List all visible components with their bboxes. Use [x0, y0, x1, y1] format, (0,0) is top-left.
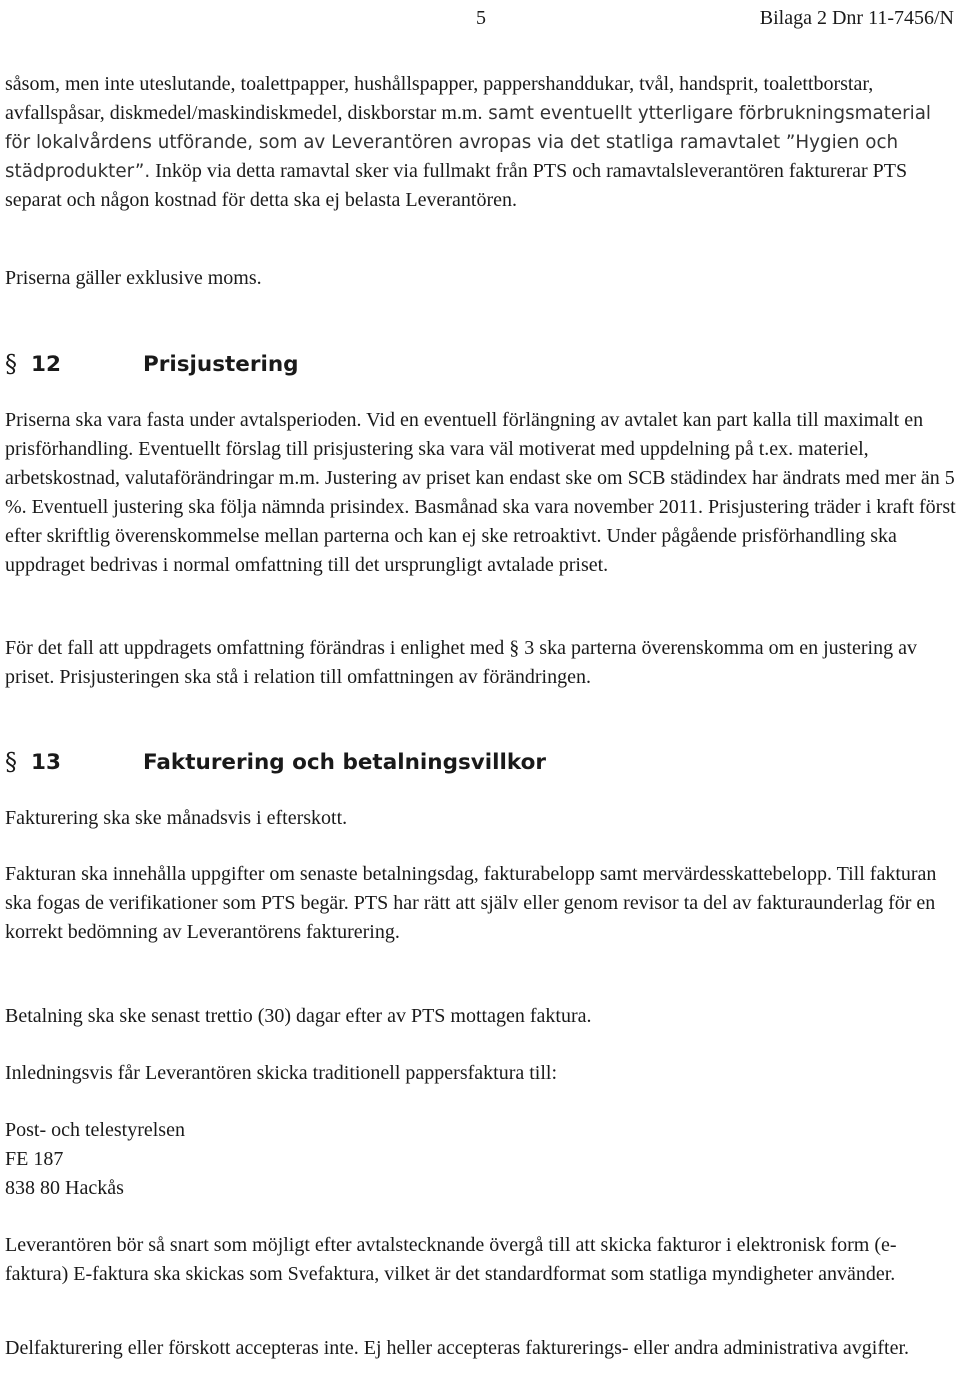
address-line-1: Post- och telestyrelsen [5, 1119, 185, 1141]
document-reference: Bilaga 2 Dnr 11-7456/N [759, 7, 954, 29]
section-12-paragraph-1: Priserna ska vara fasta under avtalsperioden. Vid en eventuell förlängning av avtalet kan part kalla till maximalt en prisförhandling. Eventuellt förslag till prisjustering ska vara väl motiverat med uppdelning på t.ex. materiel, arbetskostnad, valutaförändringar m.m. Justering av priset kan endast ske om SCB städindex har ändrats med mer än 5 %. Eventuell justering ska följa nämnda prisindex. Basmånad ska vara november 2011. Prisjustering träder i kraft först efter skriftlig överenskommelse mellan parterna och kan ej ske retroaktivt. Under pågående prisförhandling ska uppdraget bedrivas i normal omfattning till det ursprungligt avtalade priset. [5, 409, 956, 576]
section-13-symbol: § [5, 748, 17, 776]
intro-part-1: såsom, men inte uteslutande, toalettpapper, hushållspapper, pappershanddukar, tvål, handsprit, toalettborstar, avfallspåsar, diskmedel/maskindiskmedel, diskborstar m.m. [5, 73, 874, 124]
intro-paragraph [5, 70, 957, 215]
prices-exclusive-paragraph: Priserna gäller exklusive moms. [5, 267, 262, 289]
section-12-number: 12 [31, 352, 61, 377]
section-12-paragraph-2: För det fall att uppdragets omfattning förändras i enlighet med § 3 ska parterna överenskomma om en justering av priset. Prisjusteringen ska stå i relation till omfattningen av förändringen. [5, 637, 917, 688]
section-12-symbol: § [5, 350, 17, 378]
page-number: 5 [476, 7, 486, 29]
address-line-3: 838 80 Hackås [5, 1177, 124, 1199]
page-header [0, 4, 960, 32]
intro-part-2: samt eventuellt ytterligare förbrukningsmaterial för lokalvårdens utförande, som av Leverantören avropas via det statliga ramavtalet ”Hygien och städprodukter”. [5, 103, 931, 182]
section-13-paragraph-4: Inledningsvis får Leverantören skicka traditionell pappersfaktura till: [5, 1062, 558, 1084]
section-12-title: Prisjustering [143, 352, 299, 377]
section-13-paragraph-6: Delfakturering eller förskott accepteras inte. Ej heller accepteras fakturerings- eller andra administrativa avgifter. [5, 1337, 910, 1359]
section-13-paragraph-5: Leverantören bör så snart som möjligt efter avtalstecknande övergå till att skicka fakturor i elektronisk form (e-faktura) E-faktura ska skickas som Svefaktura, vilket är det standardformat som statliga myndigheter använder. [5, 1234, 897, 1285]
intro-part-3: Inköp via detta ramavtal sker via fullmakt från PTS och ramavtalsleverantören fakturerar PTS separat och någon kostnad för detta ska ej belasta Leverantören. [5, 160, 908, 211]
address-line-2: FE 187 [5, 1148, 64, 1170]
section-13-title: Fakturering och betalningsvillkor [143, 750, 546, 775]
section-13-paragraph-2: Fakturan ska innehålla uppgifter om senaste betalningsdag, fakturabelopp samt mervärdesskattebelopp. Till fakturan ska fogas de verifikationer som PTS begär. PTS har rätt att själv eller genom revisor ta del av fakturaunderlag för en korrekt bedömning av Leverantörens fakturering. [5, 863, 937, 943]
section-13-heading [5, 748, 945, 782]
section-13-paragraph-1: Fakturering ska ske månadsvis i efterskott. [5, 807, 348, 829]
section-13-number: 13 [31, 750, 61, 775]
section-13-paragraph-3: Betalning ska ske senast trettio (30) dagar efter av PTS mottagen faktura. [5, 1005, 592, 1027]
invoice-address [5, 1116, 605, 1203]
section-12-heading [5, 350, 945, 384]
